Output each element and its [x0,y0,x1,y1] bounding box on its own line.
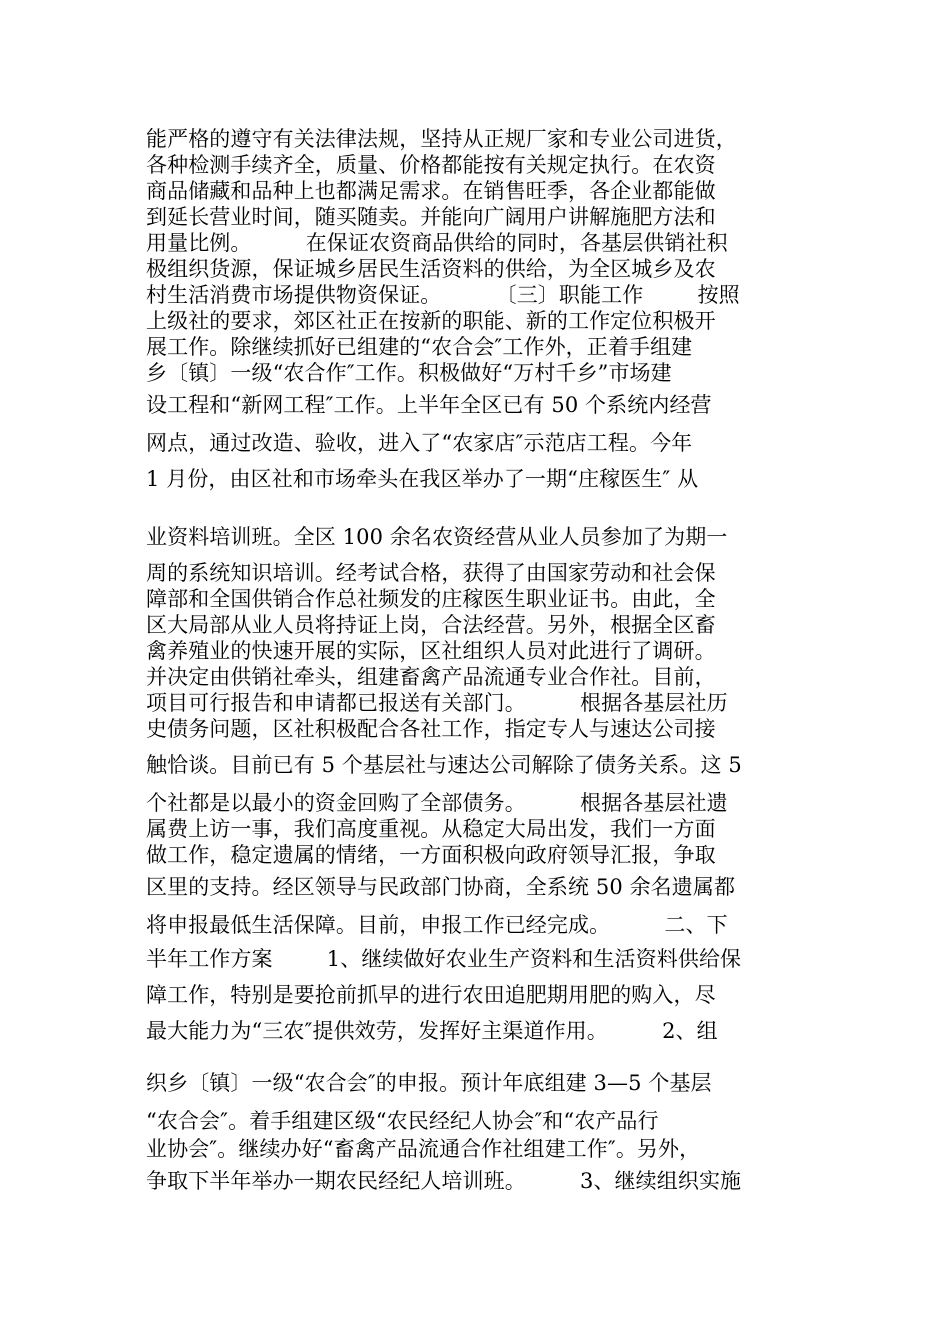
text-line: 商品储藏和品种上也都满足需求。在销售旺季，各企业都能做 [146,179,716,203]
text-line: 最大能力为“三农″提供效劳，发挥好主渠道作用。 2、组 [146,1019,718,1043]
text-line: 业资料培训班。全区 100 余名农资经营从业人员参加了为期一 [146,525,728,549]
text-line: 半年工作方案 1、继续做好农业生产资料和生活资料供给保 [146,947,742,971]
text-line: 史债务问题，区社积极配合各社工作，指定专人与速达公司接 [146,717,716,741]
text-line: 周的系统知识培训。经考试合格，获得了由国家劳动和社会保 [146,561,716,585]
text-line: 并决定由供销社牵头，组建畜禽产品流通专业合作社。目前， [146,665,716,689]
text-line: 区大局部从业人员将持证上岗，合法经营。另外，根据全区畜 [146,613,716,637]
text-line: 极组织货源，保证城乡居民生活资料的供给，为全区城乡及农 [146,257,716,281]
text-line: 个社都是以最小的资金回购了全部债务。 根据各基层社遗 [146,791,728,815]
text-line: 乡〔镇〕一级“农合作″工作。积极做好“万村千乡”市场建 [146,361,672,385]
text-line: 织乡〔镇〕一级“农合会″的申报。预计年底组建 3—5 个基层 [146,1071,712,1095]
text-line: 禽养殖业的快速开展的实际，区社组织人员对此进行了调研。 [146,639,716,663]
text-line: 1 月份，由区社和市场牵头在我区举办了一期“庄稼医生″ 从 [146,467,699,491]
text-line: 能严格的遵守有关法律法规，坚持从正规厂家和专业公司进货， [146,127,737,151]
text-line: “农合会″。着手组建区级“农民经纪人协会″和“农产品行 [146,1109,659,1133]
text-line: 项目可行报告和申请都已报送有关部门。 根据各基层社历 [146,691,728,715]
text-line: 展工作。除继续抓好已组建的“农合会″工作外，正着手组建 [146,335,693,359]
text-line: 网点，通过改造、验收，进入了“农家店″示范店工程。今年 [146,431,693,455]
text-line: 争取下半年举办一期农民经纪人培训班。 3、继续组织实施 [146,1169,742,1193]
text-line: 属费上访一事，我们高度重视。从稳定大局出发，我们一方面 [146,817,716,841]
text-line: 障工作，特别是要抢前抓早的进行农田追肥期用肥的购入，尽 [146,983,716,1007]
text-line: 障部和全国供销合作总社频发的庄稼医生职业证书。由此，全 [146,587,716,611]
text-line: 触恰谈。目前已有 5 个基层社与速达公司解除了债务关系。这 5 [146,753,742,777]
text-line: 将申报最低生活保障。目前，申报工作已经完成。 二、下 [146,913,728,937]
text-line: 各种检测手续齐全，质量、价格都能按有关规定执行。在农资 [146,153,716,177]
text-line: 用量比例。 在保证农资商品供给的同时，各基层供销社积 [146,231,728,255]
text-line: 业协会″。继续办好“畜禽产品流通合作社组建工作″。另外， [146,1137,701,1161]
text-line: 区里的支持。经区领导与民政部门协商，全系统 50 余名遗属都 [146,875,736,899]
text-line: 设工程和“新网工程″工作。上半年全区已有 50 个系统内经营 [146,393,712,417]
text-line: 做工作，稳定遗属的情绪，一方面积极向政府领导汇报，争取 [146,843,716,867]
text-line: 到延长营业时间，随买随卖。并能向广阔用户讲解施肥方法和 [146,205,716,229]
text-line: 村生活消费市场提供物资保证。 〔三〕职能工作 按照 [146,283,740,307]
text-line: 上级社的要求，郊区社正在按新的职能、新的工作定位积极开 [146,309,716,333]
